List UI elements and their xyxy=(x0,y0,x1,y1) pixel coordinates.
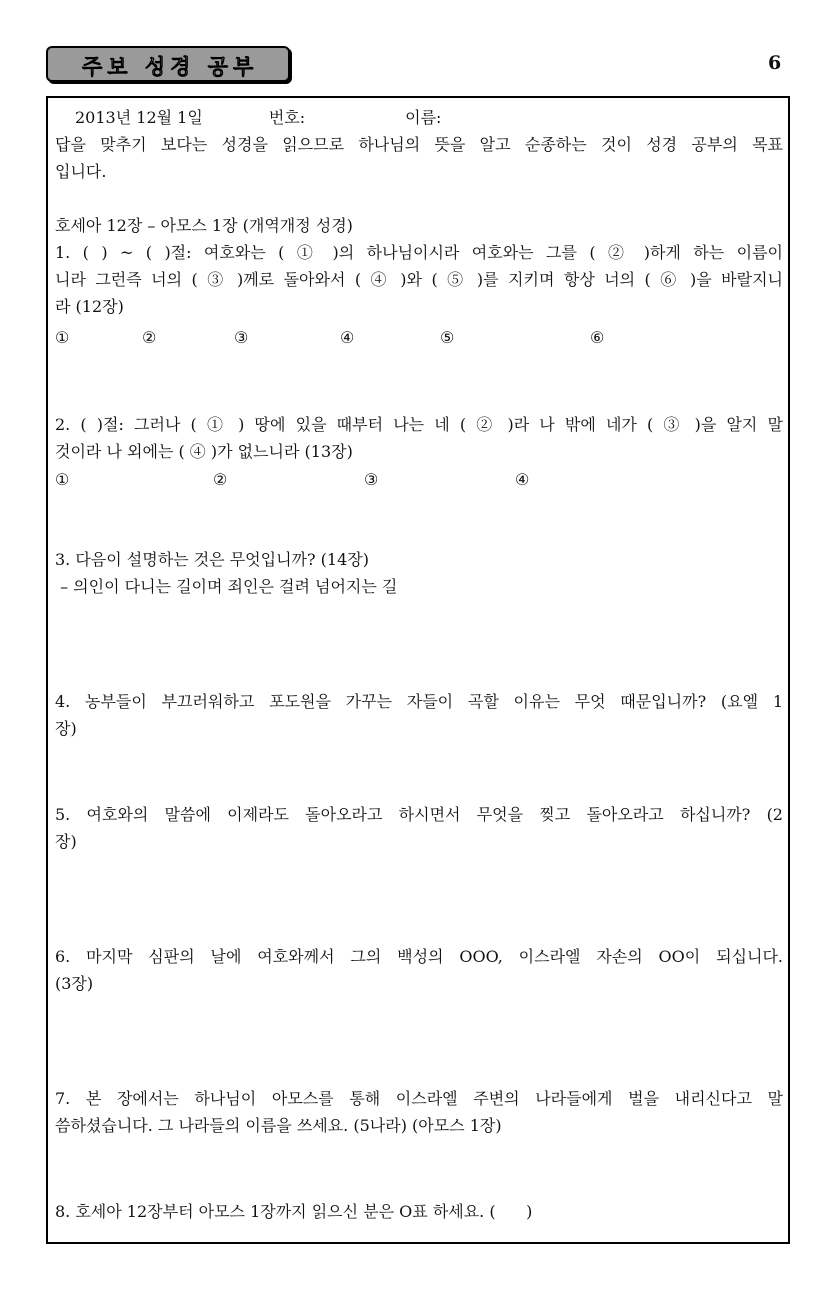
question-1 xyxy=(55,239,783,320)
q1-answer-5: ⑤ xyxy=(440,328,455,347)
question-3 xyxy=(55,546,783,600)
question-1-line-1: 1. ( ) ~ ( )절: 여호와는 ( ① )의 하나님이시라 여호와는 그를 ( ② )하게 하는 이름이 xyxy=(55,243,783,262)
question-5-line-2: 장) xyxy=(55,832,77,851)
question-8-line-1: 8. 호세아 12장부터 아모스 1장까지 읽으신 분은 O표 하세요. ( ) xyxy=(55,1202,533,1221)
question-7-line-1: 7. 본 장에서는 하나님이 아모스를 통해 이스라엘 주변의 나라들에게 벌을 내리신다고 말 xyxy=(55,1089,783,1108)
q1-answer-1: ① xyxy=(55,328,70,347)
page-number: 6 xyxy=(768,52,782,74)
question-4 xyxy=(55,688,783,742)
page-title: 주보 성경 공부 xyxy=(82,55,259,79)
question-1-line-2: 니라 그런즉 너의 ( ③ )께로 돌아와서 ( ④ )와 ( ⑤ )를 지키며 항상 너의 ( ⑥ )을 바랄지니 xyxy=(55,270,783,289)
intro-line-2: 입니다. xyxy=(55,162,107,181)
worksheet-header xyxy=(55,104,783,239)
question-1-line-3: 라 (12장) xyxy=(55,297,124,316)
q2-answer-4: ④ xyxy=(515,470,530,489)
q1-answer-3: ③ xyxy=(234,328,249,347)
question-2 xyxy=(55,411,783,465)
q1-answer-6: ⑥ xyxy=(590,328,605,347)
question-5 xyxy=(55,801,783,855)
question-2-line-2: 것이라 나 외에는 ( ④ )가 없느니라 (13장) xyxy=(55,442,353,461)
number-label: 번호: xyxy=(268,108,306,127)
q2-answer-2: ② xyxy=(213,470,228,489)
question-6-line-1: 6. 마지막 심판의 날에 여호와께서 그의 백성의 OOO, 이스라엘 자손의 OO이 되십니다. xyxy=(55,947,783,966)
question-6 xyxy=(55,943,783,997)
section-title: 호세아 12장 – 아모스 1장 (개역개정 성경) xyxy=(55,216,353,235)
question-3-line-1: 3. 다음이 설명하는 것은 무엇입니까? (14장) xyxy=(55,550,369,569)
question-8 xyxy=(55,1198,783,1225)
title-tab xyxy=(46,46,290,82)
date: 2013년 12월 1일 xyxy=(75,108,203,127)
question-5-line-1: 5. 여호와의 말씀에 이제라도 돌아오라고 하시면서 무엇을 찢고 돌아오라고 하십니까? (2 xyxy=(55,805,783,824)
q2-answer-1: ① xyxy=(55,470,70,489)
name-label: 이름: xyxy=(405,108,442,127)
q2-answer-3: ③ xyxy=(364,470,379,489)
question-3-line-2: – 의인이 다니는 길이며 죄인은 걸려 넘어지는 길 xyxy=(55,577,398,596)
question-7-line-2: 씀하셨습니다. 그 나라들의 이름을 쓰세요. (5나라) (아모스 1장) xyxy=(55,1116,502,1135)
question-6-line-2: (3장) xyxy=(55,974,94,993)
intro-line-1: 답을 맞추기 보다는 성경을 읽으므로 하나님의 뜻을 알고 순종하는 것이 성경 공부의 목표 xyxy=(55,135,783,154)
question-2-line-1: 2. ( )절: 그러나 ( ① ) 땅에 있을 때부터 나는 네 ( ② )라 나 밖에 네가 ( ③ )을 알지 말 xyxy=(55,415,783,434)
q1-answer-2: ② xyxy=(142,328,157,347)
question-4-line-2: 장) xyxy=(55,719,77,738)
question-7 xyxy=(55,1085,783,1139)
question-4-line-1: 4. 농부들이 부끄러워하고 포도원을 가꾸는 자들이 곡할 이유는 무엇 때문입니까? (요엘 1 xyxy=(55,692,783,711)
q1-answer-4: ④ xyxy=(340,328,355,347)
info-line xyxy=(55,104,783,131)
